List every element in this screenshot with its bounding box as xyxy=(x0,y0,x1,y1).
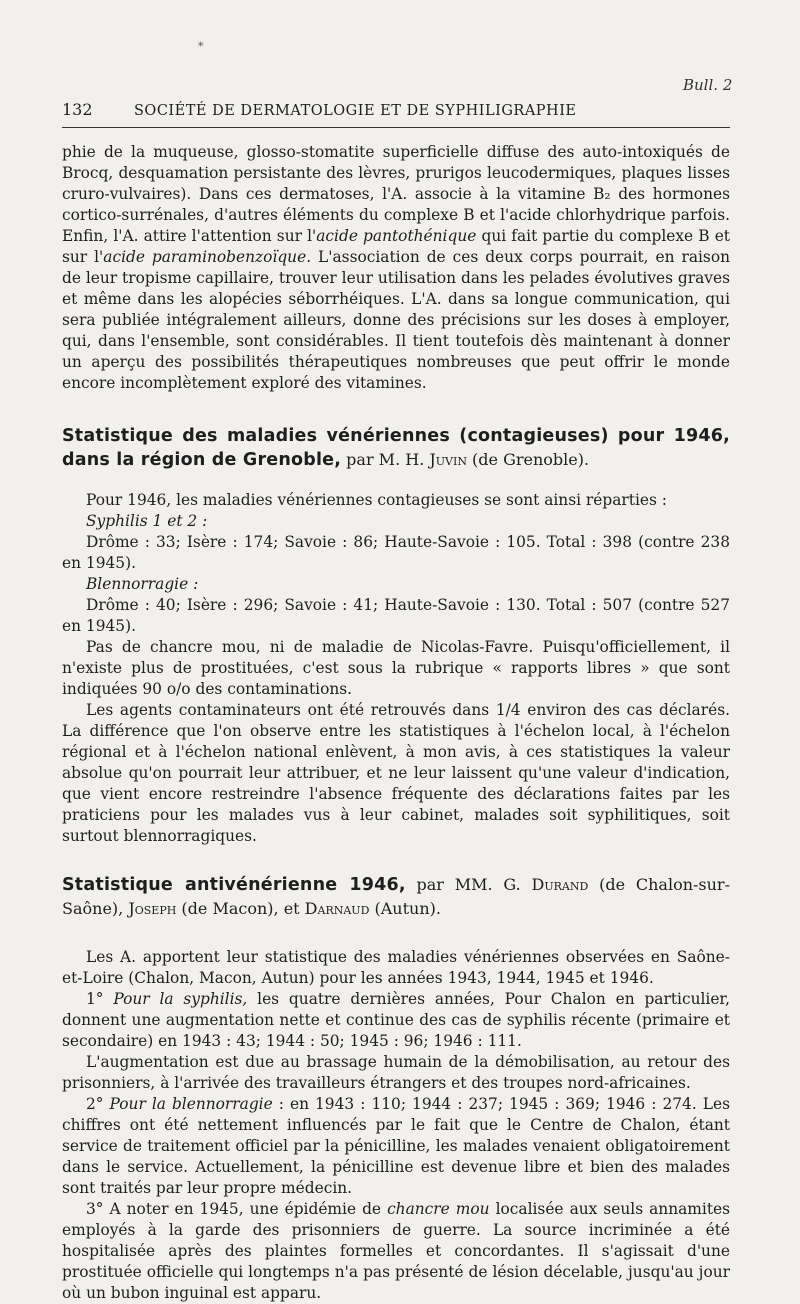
section1-syphilis-label: Syphilis 1 et 2 : xyxy=(86,512,208,530)
section1-heading xyxy=(62,424,730,472)
page-number: 132 xyxy=(62,100,93,119)
journal-short-label: Bull. 2 xyxy=(683,76,733,94)
section2-by-suffix: (Autun). xyxy=(369,899,441,918)
section2-mid1: (de Chalon-sur-Saône), xyxy=(62,875,730,918)
top-mark: * xyxy=(198,40,204,53)
section1-syphilis-data: Drôme : 33; Isère : 174; Savoie : 86; Haute-Savoie : 105. Total : 398 (contre 238 en 1945). xyxy=(62,533,730,572)
intro-italic-1: acide pantothénique xyxy=(316,227,477,245)
section2-mid2: (de Macon), et xyxy=(176,899,305,918)
intro-text-1: phie de la muqueuse, glosso-stomatite superficielle diffuse des auto-intoxiqués de Brocq, desquamation persistante des lèvres, prurigos leucodermiques, plaques lisses cruro-vulvaires). Dans ces dermatoses, l'A. associe à la vitamine B₂ des hormones cortico-surrénales, d'autres éléments du complexe B et l'acide chlorhydrique parfois. Enfin, l'A. attire l'attention sur l' xyxy=(62,143,730,245)
section1-p3: Les agents contaminateurs ont été retrouvés dans 1/4 environ des cas déclarés. La différence que l'on observe entre les statistiques à l'échelon local, à l'échelon régional et à l'échelon national enlèvent, à mon avis, à ces statistiques la valeur absolue qu'on pourrait leur attribuer, et ne leur laissent qu'une valeur d'indication, que vient encore restreindre l'absence fréquente des déclarations faites par les praticiens pour les malades vus à leur cabinet, malades soit syphilitiques, soit surtout blennorragiques. xyxy=(62,701,730,845)
section2-p4 xyxy=(62,1094,730,1199)
section2-p3: L'augmentation est due au brassage humain de la démobilisation, au retour des prisonniers, à l'arrivée des travailleurs étrangers et des troupes nord-africaines. xyxy=(62,1053,730,1092)
section1-blennorragie-data: Drôme : 40; Isère : 296; Savoie : 41; Haute-Savoie : 130. Total : 507 (contre 527 en 1945). xyxy=(62,596,730,635)
intro-paragraph xyxy=(62,142,730,394)
section2-p5-italic: chancre mou xyxy=(387,1200,490,1218)
section1-p1: Pour 1946, les maladies vénériennes contagieuses se sont ainsi réparties : xyxy=(86,491,667,509)
running-head: SOCIÉTÉ DE DERMATOLOGIE ET DE SYPHILIGRAPHIE xyxy=(134,103,577,119)
section1-author: Juvin xyxy=(429,450,467,469)
intro-text-2: qui fait partie du complexe B et sur l' xyxy=(62,227,730,266)
section2-p5-num: 3° A noter en 1945, une épidémie de xyxy=(86,1200,388,1218)
section2-p5-rest: localisée aux seuls annamites employés à la garde des prisonniers de guerre. La source incriminée a été hospitalisée après des plaintes formelles et concordantes. Il s'agissait d'une prostituée officielle qui longtemps n'a pas présenté de lésion décelable, jusqu'au jour où un bubon inguinal est apparu. xyxy=(62,1200,731,1302)
section1-p2: Pas de chancre mou, ni de maladie de Nicolas-Favre. Puisqu'officiellement, il n'existe plus de prostituées, c'est sous la rubrique « rapports libres » que sont indiquées 90 o/o des contaminations. xyxy=(62,638,730,698)
intro-italic-2: acide paraminobenzoïque. xyxy=(103,248,312,266)
section2-p4-rest: : en 1943 : 110; 1944 : 237; 1945 : 369; 1946 : 274. Les chiffres ont été nettement influencés par le fait que le Centre de Chalon, étant service de traitement officiel par la pénicilline, les malades venaient obligatoirement dans le service. Actuellement, la pénicilline est devenue libre et bien des malades sont traités par leur propre médecin. xyxy=(62,1095,730,1197)
section1-by-prefix: par M. H. xyxy=(341,450,430,469)
section2-p2 xyxy=(62,989,730,1052)
page-header xyxy=(62,100,730,119)
section2-p2-rest: les quatre dernières années, Pour Chalon en particulier, donnent une augmentation nette et continue des cas de syphilis récente (primaire et secondaire) en 1943 : 43; 1944 : 50; 1945 : 96; 1946 : 111. xyxy=(62,990,730,1050)
section2-by-prefix: par MM. G. xyxy=(405,875,532,894)
section2-p5 xyxy=(62,1199,730,1304)
section1-by-suffix: (de Grenoble). xyxy=(466,450,590,469)
section2-author2: Joseph xyxy=(128,899,177,918)
section1-blennorragie-label: Blennorragie : xyxy=(86,575,199,593)
section2-author3: Darnaud xyxy=(304,899,370,918)
section2-heading xyxy=(62,873,730,921)
header-rule xyxy=(62,127,730,128)
section2-p4-num: 2° xyxy=(86,1095,110,1113)
section2-p2-num: 1° xyxy=(86,990,114,1008)
section2-p1: Les A. apportent leur statistique des maladies vénériennes observées en Saône-et-Loire (Chalon, Macon, Autun) pour les années 1943, 1944, 1945 et 1946. xyxy=(62,948,730,987)
page-body xyxy=(62,142,730,1304)
section1-title: Statistique des maladies vénériennes (contagieuses) pour 1946, dans la région de Grenoble, xyxy=(62,426,730,470)
section2-title: Statistique antivénérienne 1946, xyxy=(62,875,406,895)
section2-p4-italic: Pour la blennorragie xyxy=(109,1095,273,1113)
section2-author1: Durand xyxy=(531,875,589,894)
section2-p2-italic: Pour la syphilis, xyxy=(113,990,248,1008)
intro-text-3: L'association de ces deux corps pourrait, en raison de leur tropisme capillaire, trouver leur utilisation dans les pelades évolutives graves et même dans les alopécies séborrhéiques. L'A. dans sa longue communication, qui sera publiée intégralement ailleurs, donne des précisions sur les doses à employer, qui, dans l'ensemble, sont considérables. Il tient toutefois dès maintenant à donner un aperçu des possibilités thérapeutiques nombreuses que peut offrir le monde encore incomplètement exploré des vitamines. xyxy=(62,248,731,392)
